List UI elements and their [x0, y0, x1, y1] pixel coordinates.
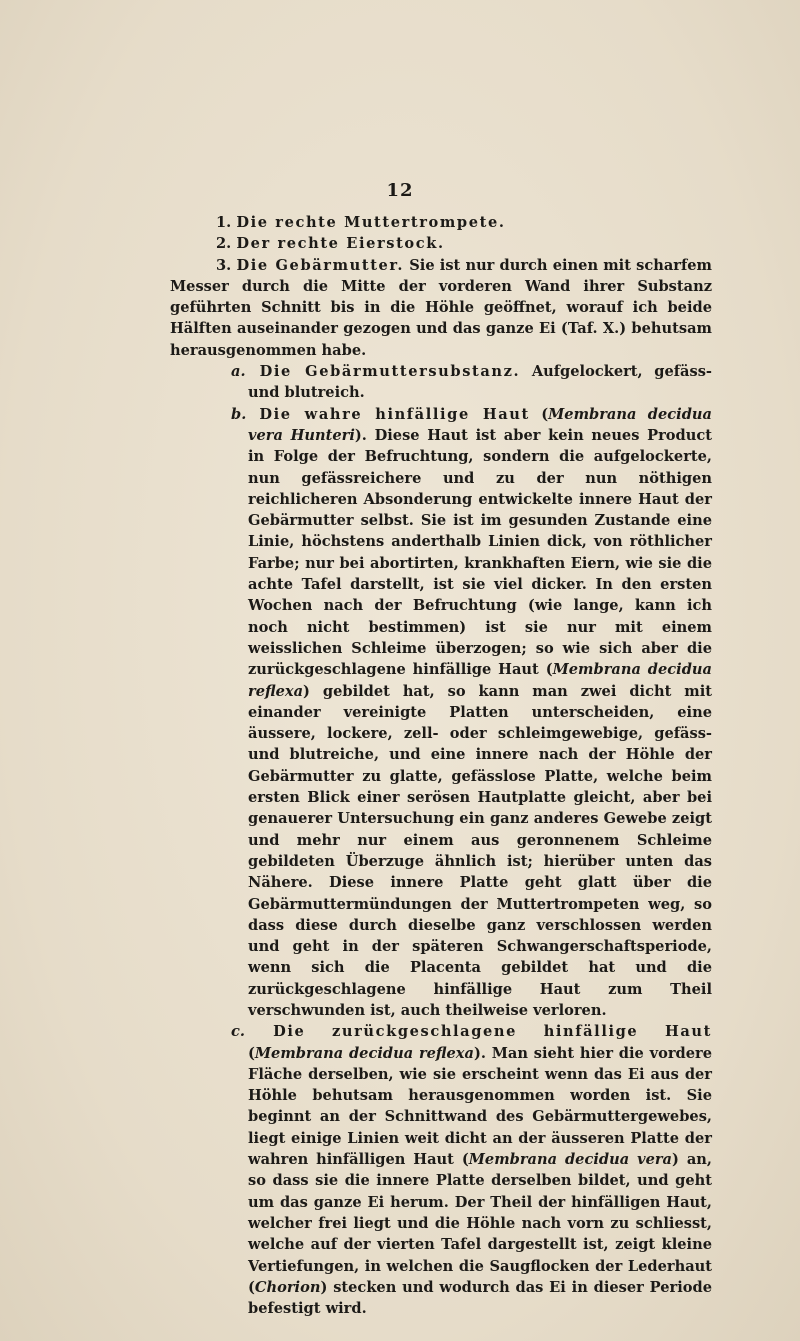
item-3-text: Sie ist nur durch einen mit scharfem Messer durch die Mitte der vorderen Wand ihrer Substanz geführten Schnitt bis in die Höhle geöffnet, worauf ich beide Hälften auseinander gezogen und das ganze Ei (Taf. X.) behutsam herausgenommen habe. [170, 256, 712, 359]
item-2-number: 2. [216, 235, 232, 253]
body-text [170, 212, 712, 1319]
item-1-number: 1. [216, 214, 232, 231]
subitem-a-mark: a. [231, 363, 246, 381]
item-3 [170, 255, 712, 361]
subitem-c-text-2: an, so dass sie die innere Platte derselben bildet, und geht um das ganze Ei herum. Der Theil der hinfälligen Haut, welcher frei liegt und die Höhle nach vorn zu schliesst, welche auf der vierten Tafel dargestellt ist, zeigt kleine Vertiefungen, in welchen die Saugflocken der Lederhaut [248, 1151, 712, 1275]
subitem-c-latin-term-3: Chorion [254, 1278, 321, 1296]
item-1-heading: Die rechte Muttertrompete. [236, 214, 506, 231]
subitem-c-text-3: stecken und wodurch das Ei in dieser Periode befestigt wird. [248, 1278, 712, 1318]
subitem-b-text-2: gebildet hat, so kann man zwei dicht mit einander vereinigte Platten unterscheiden, eine äussere, lockere, zell- oder schleimgewebige, gefäss- und blutreiche, und eine innere nach der Höhle der Gebärmutter zu glatte, gefässlose Platte, welche beim ersten Blick einer serösen Hautplatte gleicht, aber bei genauerer Untersuchung ein ganz anderes Gewebe zeigt und mehr nur einem aus geronnenem Schleime gebildeten Überzuge ähnlich ist; hierüber unten das Nähere. Diese innere Platte geht glatt über die Gebärmuttermündungen der Muttertrompeten weg, so dass diese durch dieselbe ganz verschlossen werden und geht in der späteren Schwangerschaftsperiode, wenn sich die Placenta gebildet hat und die zurückgeschlagene hinfällige Haut zum Theil verschwunden ist, auch theilweise verloren. [248, 682, 712, 1019]
subitem-b: b. Die wahre hinfällige Haut (Membrana decidua vera Hunteri). Diese Haut ist aber kein neues Product in Folge der Befruchtung, sondern die aufgelockerte, nun gefässreichere und zu der nun nöthigen reichlicheren Absonderung entwickelte innere Haut der Gebärmutter selbst. Sie ist im gesunden Zustande eine Linie, höchstens anderthalb Linien dick, von röthlicher Farbe; nur bei abortirten, krankhaften Eiern, wie sie die achte Tafel darstellt, ist sie viel dicker. In den ersten Wochen nach der Befruchtung (wie lange, kann ich noch nicht bestimmen) ist sie nur mit einem weisslichen Schleime überzogen; so wie sich aber die zurückgeschlagene hinfällige Haut (Membrana decidua reflexa) gebildet hat, so kann man zwei dicht mit einander vereinigte Platten unterscheiden, eine äussere, lockere, zell- oder schleimgewebige, gefäss- und blutreiche, und eine innere nach der Höhle der Gebärmutter zu glatte, gefässlose Platte, welche beim ersten Blick einer serösen Hautplatte gleicht, aber bei genauerer Untersuchung ein ganz anderes Gewebe zeigt und mehr nur einem aus geronnenem Schleime gebildeten Überzuge ähnlich ist; hierüber unten das Nähere. Diese innere Platte geht glatt über die Gebärmuttermündungen der Muttertrompeten weg, so dass diese durch dieselbe ganz verschlossen werden und geht in der späteren Schwangerschaftsperiode, wenn sich die Placenta gebildet hat und die zurückgeschlagene hinfällige Haut zum Theil verschwunden ist, auch theilweise verloren. [231, 405, 712, 1019]
subitem-b-latin-term: Membrana decidua vera Hunteri [248, 405, 712, 444]
subitem-b-latin-term-2: Membrana decidua reflexa [248, 661, 712, 700]
item-3-heading: Die Gebärmutter. [236, 256, 405, 274]
subitem-a [231, 361, 712, 404]
subitem-c-text-1: Man sieht hier die vordere Fläche derselben, wie sie erscheint wenn das Ei aus der Höhle behutsam herausgenommen worden ist. Sie beginnt an der Schnittwand des Gebärmuttergewebes, liegt einige Linien weit dicht an der äusseren Platte der wahren hinfälligen Haut [248, 1044, 712, 1169]
subitem-b-text-1: Diese Haut ist aber kein neues Product in Folge der Befruchtung, sondern die aufgelockerte, nun gefässreichere und zu der nun nöthigen reichlicheren Absonderung entwickelte innere Haut der Gebärmutter selbst. Sie ist im gesunden Zustande eine Linie, höchstens anderthalb Linien dick, von röthlicher Farbe; nur bei abortirten, krankhaften Eiern, wie sie die achte Tafel darstellt, ist sie viel dicker. In den ersten Wochen nach der Befruchtung (wie lange, kann ich noch nicht bestimmen) ist sie nur mit einem weisslichen Schleime überzogen; so wie sich aber die zurückgeschlagene hinfällige Haut [248, 426, 712, 679]
item-2 [170, 233, 712, 254]
subitem-b-mark: b. [231, 405, 247, 423]
item-1 [170, 212, 712, 233]
page-number: 12 [386, 180, 414, 201]
subitem-a-text: Aufgelockert, gefäss- und blutreich. [248, 363, 712, 402]
subitem-c: c. Die zurückgeschlagene hinfällige Haut (Membrana decidua reflexa). Man sieht hier die vordere Fläche derselben, wie sie erscheint wenn das Ei aus der Höhle behutsam herausgenommen worden ist. Sie beginnt an der Schnittwand des Gebärmuttergewebes, liegt einige Linien weit dicht an der äusseren Platte der wahren hinfälligen Haut (Membrana decidua vera) an, so dass sie die innere Platte derselben bildet, und geht um das ganze Ei herum. Der Theil der hinfälligen Haut, welcher frei liegt und die Höhle nach vorn zu schliesst, welche auf der vierten Tafel dargestellt ist, zeigt kleine Vertiefungen, in welchen die Saugflocken der Lederhaut (Chorion) stecken und wodurch das Ei in dieser Periode befestigt wird. [231, 1023, 712, 1318]
subitem-c-mark: c. [231, 1023, 245, 1041]
item-3-number: 3. [216, 256, 232, 274]
subitem-c-latin-term: Membrana decidua reflexa [254, 1044, 474, 1062]
subitem-c-latin-term-2: Membrana decidua vera [468, 1151, 672, 1169]
subitem-a-heading: Die Gebärmuttersubstanz. [259, 363, 521, 381]
item-2-heading: Der rechte Eierstock. [236, 235, 445, 253]
subitem-b-heading: Die wahre hinfällige Haut [259, 405, 530, 423]
subitem-c-heading: Die zurückgeschlagene hinfällige Haut [273, 1023, 712, 1041]
